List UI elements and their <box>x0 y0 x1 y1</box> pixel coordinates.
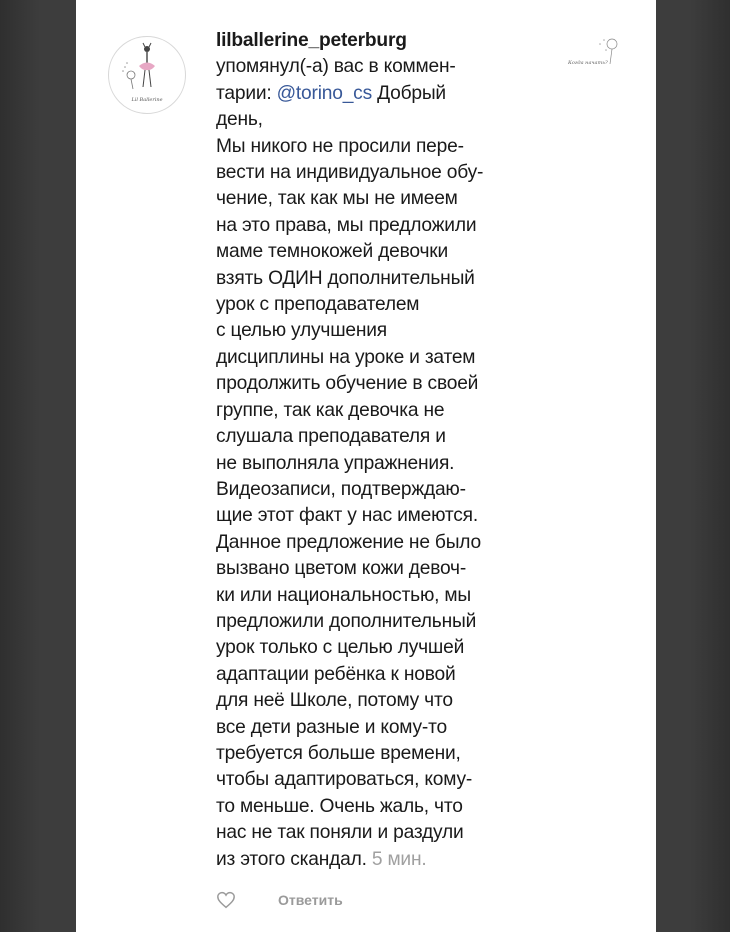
text-line: продолжить обучение в своей <box>216 373 479 395</box>
text-line: слушала преподавателя и <box>216 426 446 448</box>
text-line: из этого скандал. 5 мин. <box>216 848 427 870</box>
avatar-caption: Lil Ballerine <box>131 97 163 103</box>
text-line: группе, так как девочка не <box>216 399 445 421</box>
text-line: взять ОДИН дополнительный <box>216 267 475 289</box>
text-line: то меньше. Очень жаль, что <box>216 795 463 817</box>
text-line: Данное предложение не было <box>216 531 481 553</box>
text-line: все дети разные и кому-то <box>216 716 447 738</box>
text-line: щие этот факт у нас имеются. <box>216 505 478 527</box>
text-line: маме темнокожей девочки <box>216 241 448 263</box>
text-line: для неё Школе, потому что <box>216 690 453 712</box>
heart-icon[interactable] <box>216 891 236 909</box>
text-line: адаптации ребёнка к новой <box>216 663 456 685</box>
text-line: нас не так поняли и раздули <box>216 822 464 844</box>
text-line: на это права, мы предложили <box>216 214 477 236</box>
avatar[interactable] <box>108 36 186 114</box>
timestamp: 5 мин. <box>371 848 427 870</box>
text-line: вести на индивидуальное обу- <box>216 162 484 184</box>
text-line: день, <box>216 109 263 131</box>
text-line: урок с преподавателем <box>216 294 420 316</box>
text-line: предложили дополнительный <box>216 610 477 632</box>
text-line: ки или национальностью, мы <box>216 584 471 606</box>
text-line: вызвано цветом кожи девоч- <box>216 558 467 580</box>
text-line: чение, так как мы не имеем <box>216 188 458 210</box>
mention-link[interactable]: @torino_cs <box>276 82 372 104</box>
thumbnail-caption: Когда начать? <box>568 60 608 66</box>
text-line: дисциплины на уроке и затем <box>216 346 476 368</box>
text-line: требуется больше времени, <box>216 742 461 764</box>
notification-card <box>76 0 656 932</box>
text-line: тарии: @torino_cs Добрый <box>216 82 446 104</box>
comment-actions <box>216 890 343 910</box>
text-line: не выполняла упражнения. <box>216 452 455 474</box>
text-line: Видеозаписи, подтверждаю- <box>216 478 466 500</box>
text-line: Мы никого не просили пере- <box>216 135 464 157</box>
comment-text <box>216 28 556 873</box>
username-link[interactable]: lilballerine_peterburg <box>216 30 407 51</box>
text-line: чтобы адаптироваться, кому- <box>216 769 473 791</box>
text-line: с целью улучшения <box>216 320 387 342</box>
text-line: урок только с целью лучшей <box>216 637 465 659</box>
post-thumbnail[interactable] <box>564 30 624 90</box>
reply-button[interactable]: Ответить <box>278 892 343 908</box>
text-line: упомянул(-а) вас в коммен- <box>216 56 456 78</box>
